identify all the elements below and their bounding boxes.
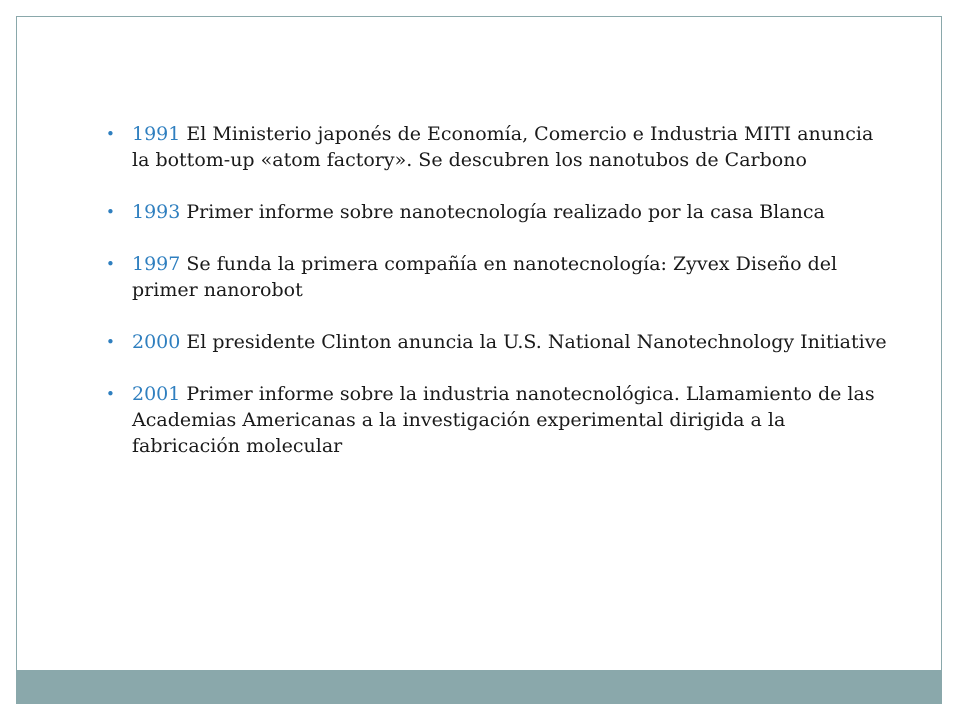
year-label: 1997 xyxy=(132,253,181,275)
timeline-bullet-list xyxy=(100,121,890,485)
bullet-icon: • xyxy=(106,125,115,143)
list-item-2000 xyxy=(100,329,890,355)
item-text: Primer informe sobre nanotecnología realizado por la casa Blanca xyxy=(180,201,825,223)
item-text: Primer informe sobre la industria nanotecnológica. Llamamiento de las Academias Americanas a la investigación experimental dirigida a la fabricación molecular xyxy=(132,383,875,457)
bullet-icon: • xyxy=(106,203,115,221)
list-item-2001 xyxy=(100,381,890,459)
item-text: Se funda la primera compañía en nanotecnología: Zyvex Diseño del primer nanorobot xyxy=(132,253,838,301)
item-text: El presidente Clinton anuncia la U.S. National Nanotechnology Initiative xyxy=(180,331,887,353)
year-label: 2000 xyxy=(132,331,181,353)
item-text: El Ministerio japonés de Economía, Comercio e Industria MITI anuncia la bottom-up «atom factory». Se descubren los nanotubos de Carbono xyxy=(132,123,874,171)
list-item-1993 xyxy=(100,199,890,225)
bullet-icon: • xyxy=(106,255,115,273)
year-label: 1991 xyxy=(132,123,181,145)
year-label: 1993 xyxy=(132,201,181,223)
bullet-icon: • xyxy=(106,385,115,403)
year-label: 2001 xyxy=(132,383,181,405)
list-item-1997 xyxy=(100,251,890,303)
footer-band xyxy=(16,670,942,704)
bullet-icon: • xyxy=(106,333,115,351)
list-item-1991 xyxy=(100,121,890,173)
